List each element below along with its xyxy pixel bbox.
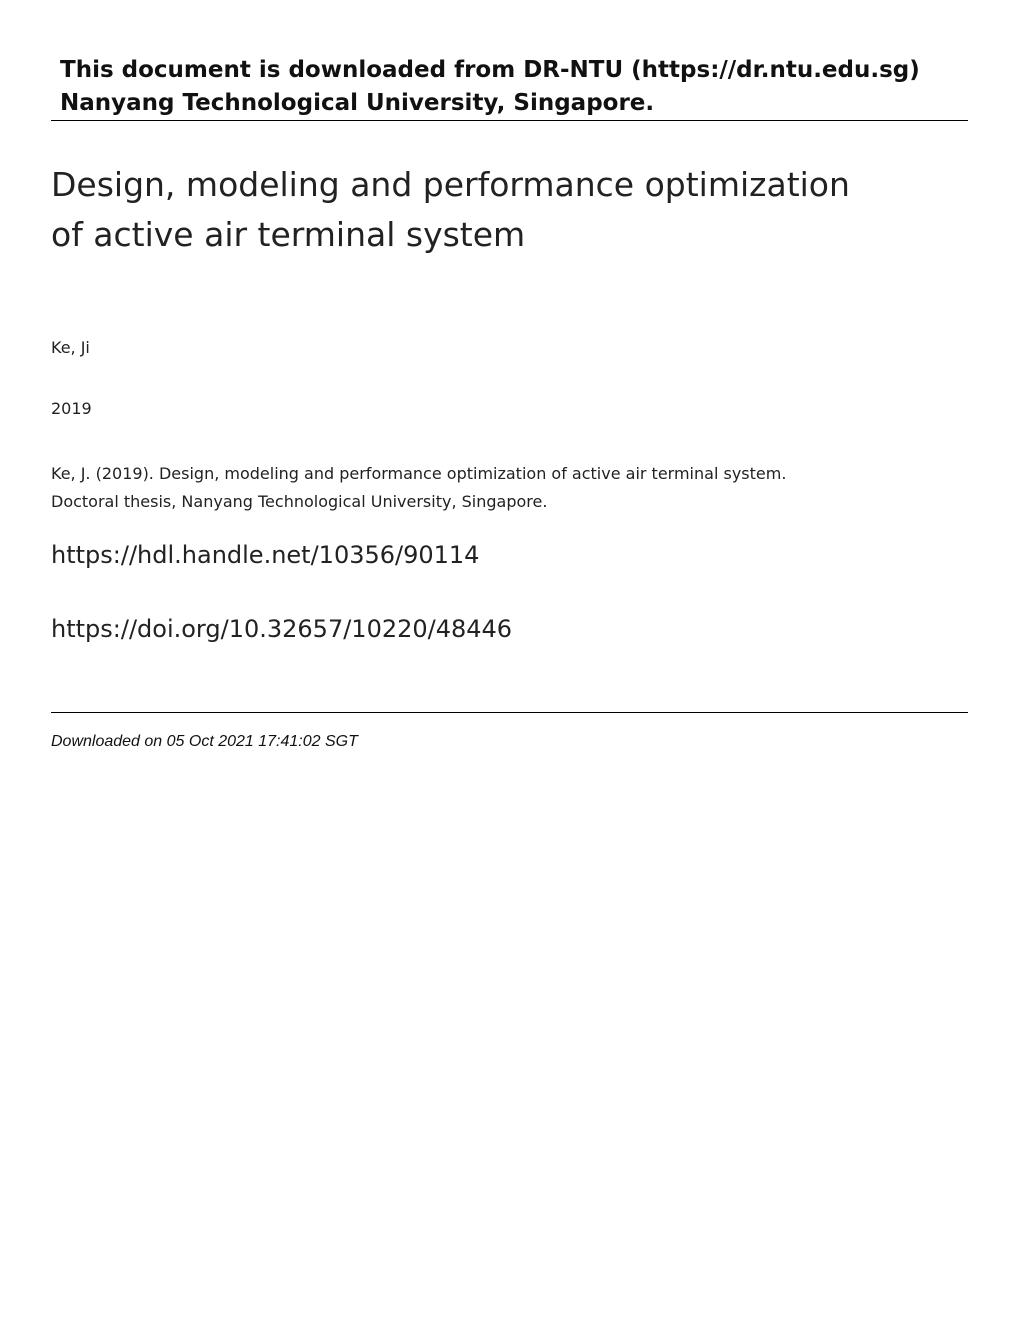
author: Ke, Ji: [51, 338, 90, 357]
title-line-1: Design, modeling and performance optimization: [51, 165, 850, 204]
title-line-2: of active air terminal system: [51, 215, 526, 254]
citation-line-1: Ke, J. (2019). Design, modeling and performance optimization of active air terminal system.: [51, 464, 787, 483]
header-line-1: This document is downloaded from DR-NTU (https://dr.ntu.edu.sg): [60, 57, 920, 83]
divider: [51, 120, 968, 121]
document-title: [51, 160, 850, 260]
year: 2019: [51, 399, 92, 418]
repository-header: [60, 54, 920, 120]
header-line-2: Nanyang Technological University, Singapore.: [60, 90, 655, 116]
doi-link[interactable]: https://doi.org/10.32657/10220/48446: [51, 615, 513, 643]
divider: [51, 712, 968, 713]
citation-line-2: Doctoral thesis, Nanyang Technological University, Singapore.: [51, 492, 548, 511]
citation: [51, 460, 786, 516]
handle-link[interactable]: https://hdl.handle.net/10356/90114: [51, 541, 480, 569]
download-timestamp: Downloaded on 05 Oct 2021 17:41:02 SGT: [51, 733, 358, 750]
